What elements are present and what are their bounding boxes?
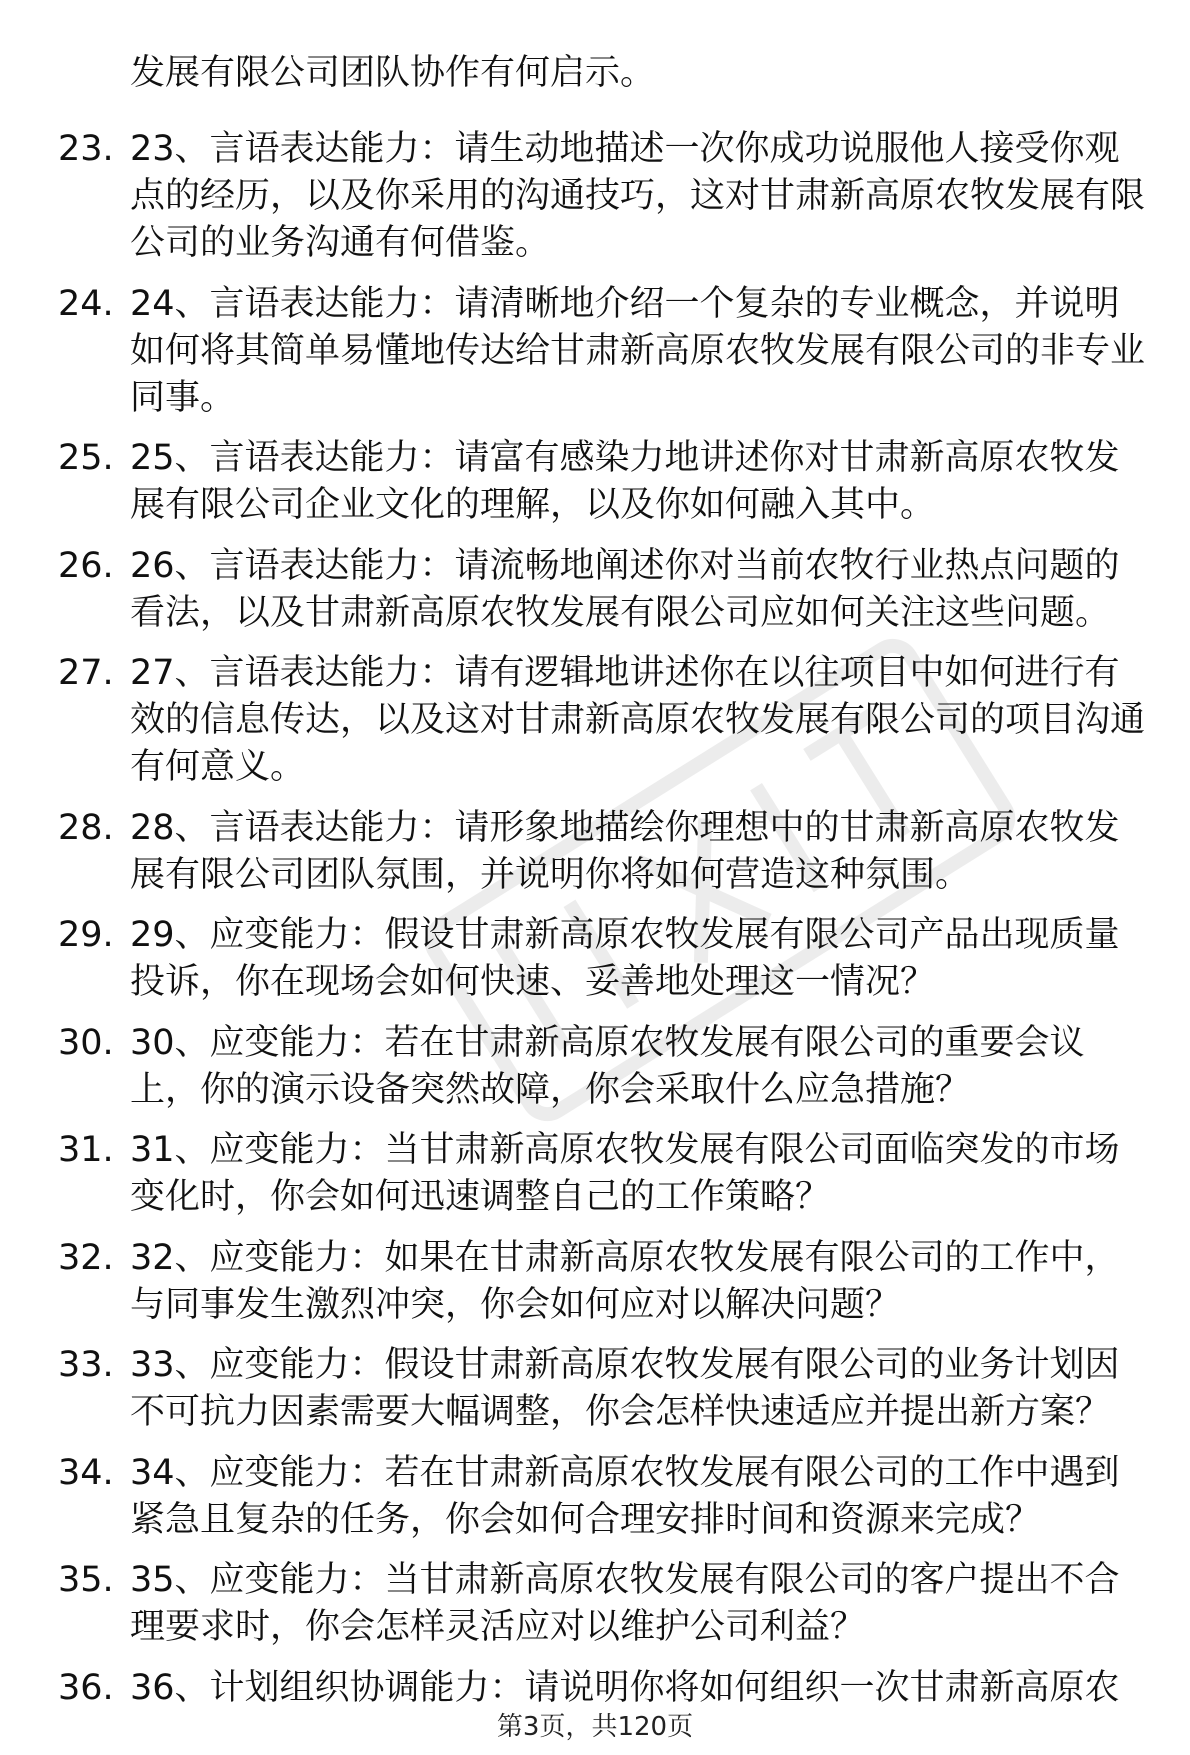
- list-item: [0, 1020, 1190, 1114]
- list-item: [0, 805, 1190, 899]
- list-item: [0, 1127, 1190, 1221]
- list-item: [0, 543, 1190, 637]
- item-text: 31、应变能力：当甘肃新高原农牧发展有限公司面临突发的市场变化时，你会如何迅速调整自己的工作策略？: [130, 1130, 1120, 1217]
- item-text: 28、言语表达能力：请形象地描绘你理想中的甘肃新高原农牧发展有限公司团队氛围，并说明你将如何营造这种氛围。: [130, 807, 1120, 895]
- item-number: 28.: [58, 807, 114, 848]
- item-number: 23.: [58, 129, 114, 169]
- list-item: [0, 1557, 1190, 1651]
- item-text: 33、应变能力：假设甘肃新高原农牧发展有限公司的业务计划因不可抗力因素需要大幅调整，你会怎样快速适应并提出新方案？: [130, 1345, 1120, 1432]
- list-item: [0, 1342, 1190, 1436]
- page-footer: 第3页，共120页: [496, 1712, 694, 1742]
- item-number: 26.: [58, 545, 114, 586]
- list-item: [0, 126, 1190, 267]
- item-number: 25.: [58, 438, 114, 478]
- item-number: 27.: [58, 653, 114, 693]
- list-item: [0, 1235, 1190, 1329]
- continuation-text: 发展有限公司团队协作有何启示。: [130, 53, 656, 93]
- item-number: 35.: [58, 1560, 114, 1600]
- item-number: 32.: [58, 1237, 114, 1278]
- list-item: [0, 281, 1190, 422]
- item-number: 30.: [58, 1022, 114, 1063]
- item-text: 35、应变能力：当甘肃新高原农牧发展有限公司的客户提出不合理要求时，你会怎样灵活应对以维护公司利益？: [130, 1560, 1120, 1647]
- item-text: 25、言语表达能力：请富有感染力地讲述你对甘肃新高原农牧发展有限公司企业文化的理解，以及你如何融入其中。: [130, 438, 1120, 525]
- list-item: [0, 1450, 1190, 1544]
- item-text: 24、言语表达能力：请清晰地介绍一个复杂的专业概念，并说明如何将其简单易懂地传达给甘肃新高原农牧发展有限公司的非专业同事。: [130, 283, 1146, 418]
- item-text: 23、言语表达能力：请生动地描述一次你成功说服他人接受你观点的经历，以及你采用的沟通技巧，这对甘肃新高原农牧发展有限公司的业务沟通有何借鉴。: [130, 129, 1146, 263]
- item-number: 29.: [58, 915, 114, 955]
- list-item: [0, 435, 1190, 529]
- item-number: 36.: [58, 1667, 114, 1708]
- question-list: [0, 126, 1190, 1725]
- item-text: 29、应变能力：假设甘肃新高原农牧发展有限公司产品出现质量投诉，你在现场会如何快速、妥善地处理这一情况？: [130, 915, 1120, 1002]
- item-text: 30、应变能力：若在甘肃新高原农牧发展有限公司的重要会议上，你的演示设备突然故障，你会采取什么应急措施？: [130, 1022, 1085, 1110]
- item-number: 24.: [58, 283, 114, 324]
- item-text: 36、计划组织协调能力：请说明你将如何组织一次甘肃新高原农: [130, 1667, 1120, 1708]
- list-item: [0, 1665, 1190, 1712]
- item-number: 34.: [58, 1452, 114, 1493]
- item-number: 31.: [58, 1130, 114, 1170]
- item-text: 26、言语表达能力：请流畅地阐述你对当前农牧行业热点问题的看法，以及甘肃新高原农牧发展有限公司应如何关注这些问题。: [130, 545, 1120, 633]
- item-text: 27、言语表达能力：请有逻辑地讲述你在以往项目中如何进行有效的信息传达，以及这对甘肃新高原农牧发展有限公司的项目沟通有何意义。: [130, 653, 1146, 787]
- item-number: 33.: [58, 1345, 114, 1385]
- list-item: [0, 912, 1190, 1006]
- item-text: 34、应变能力：若在甘肃新高原农牧发展有限公司的工作中遇到紧急且复杂的任务，你会如何合理安排时间和资源来完成？: [130, 1452, 1120, 1540]
- item-text: 32、应变能力：如果在甘肃新高原农牧发展有限公司的工作中，与同事发生激烈冲突，你会如何应对以解决问题？: [130, 1237, 1120, 1325]
- list-item: [0, 650, 1190, 791]
